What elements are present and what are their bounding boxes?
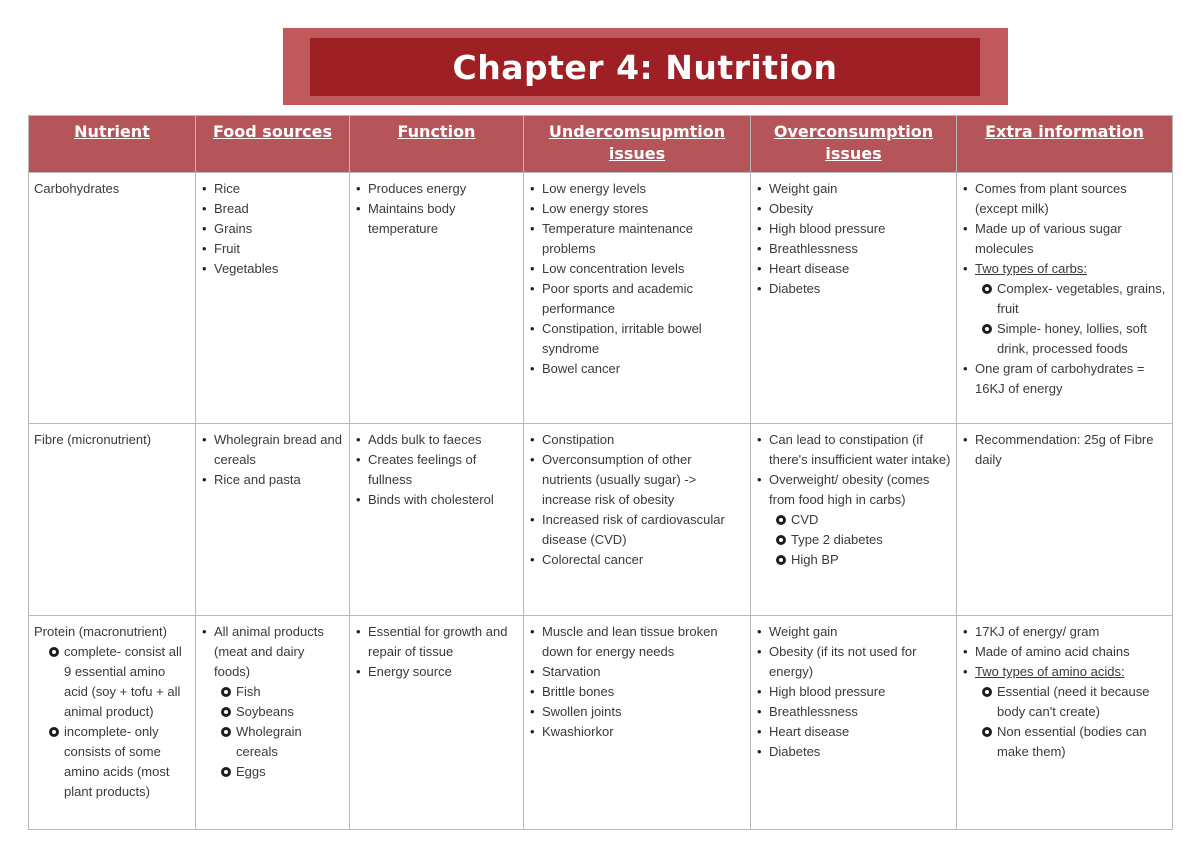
list-item: • Weight gain [756,179,951,199]
list-item: • Kwashiorkor [529,722,745,742]
nutrient-name: Fibre (micronutrient) [34,432,152,447]
list-item: • Vegetables [201,259,344,279]
list-item: • Overconsumption of other nutrients (usually sugar) -> increase risk of obesity [529,450,745,510]
list-item [962,259,1167,359]
cell-overconsumption [751,616,957,830]
list-item: • Binds with cholesterol [355,490,518,510]
cell-food-sources [196,173,350,424]
sub-list-item: CVD [775,510,951,530]
list-item: • Brittle bones [529,682,745,702]
nutrient-name: Protein (macronutrient) [34,624,167,639]
list-item: • Obesity (if its not used for energy) [756,642,951,682]
list-item: • Rice [201,179,344,199]
header-food-sources: Food sources [196,116,350,173]
sub-list-item: Soybeans [220,702,344,722]
list-item: • Constipation, irritable bowel syndrome [529,319,745,359]
list-item-text: Overweight/ obesity (comes from food high in carbs) [769,472,930,507]
list-item: • Breathlessness [756,702,951,722]
list-item: • Diabetes [756,742,951,762]
list-item: • Maintains body temperature [355,199,518,239]
sub-list-item: Essential (need it because body can't create) [981,682,1167,722]
cell-nutrient [29,616,196,830]
list-item: • Breathlessness [756,239,951,259]
cell-overconsumption [751,424,957,616]
list-item: • Low energy levels [529,179,745,199]
sub-list-item: complete- consist all 9 essential amino acid (soy + tofu + all animal product) [48,642,190,722]
cell-nutrient [29,173,196,424]
list-item: • Comes from plant sources (except milk) [962,179,1167,219]
list-item: • One gram of carbohydrates = 16KJ of energy [962,359,1167,399]
subheading: Two types of carbs: [975,261,1087,276]
sub-list-item: incomplete- only consists of some amino acids (most plant products) [48,722,190,802]
list-item: • High blood pressure [756,682,951,702]
list-item: • Heart disease [756,259,951,279]
table-row-carbohydrates [29,173,1173,424]
list-item: • Increased risk of cardiovascular disease (CVD) [529,510,745,550]
list-item: • 17KJ of energy/ gram [962,622,1167,642]
list-item: • Swollen joints [529,702,745,722]
title-banner [310,38,980,96]
cell-underconsumption [524,616,751,830]
list-item: • Poor sports and academic performance [529,279,745,319]
cell-function [350,616,524,830]
page-title: Chapter 4: Nutrition [452,47,838,87]
list-item: • Grains [201,219,344,239]
list-item: • Heart disease [756,722,951,742]
sub-list-item: Eggs [220,762,344,782]
list-item: • Made of amino acid chains [962,642,1167,662]
list-item: • Constipation [529,430,745,450]
list-item: • Can lead to constipation (if there's insufficient water intake) [756,430,951,470]
cell-extra-information [957,616,1173,830]
list-item: • Starvation [529,662,745,682]
header-row [29,116,1173,173]
sub-list-item: Simple- honey, lollies, soft drink, processed foods [981,319,1167,359]
list-item: • High blood pressure [756,219,951,239]
list-item: • Recommendation: 25g of Fibre daily [962,430,1167,470]
nutrient-name: Carbohydrates [34,181,120,196]
cell-food-sources [196,616,350,830]
list-item: • Adds bulk to faeces [355,430,518,450]
list-item [962,662,1167,762]
cell-function [350,424,524,616]
sub-list-item: Type 2 diabetes [775,530,951,550]
header-nutrient: Nutrient [29,116,196,173]
sub-list-item: High BP [775,550,951,570]
list-item [201,622,344,782]
list-item: • Low concentration levels [529,259,745,279]
list-item: • Essential for growth and repair of tissue [355,622,518,662]
cell-extra-information [957,424,1173,616]
list-item: • Bowel cancer [529,359,745,379]
table-row-protein [29,616,1173,830]
header-function: Function [350,116,524,173]
list-item: • Fruit [201,239,344,259]
cell-underconsumption [524,424,751,616]
cell-food-sources [196,424,350,616]
list-item: • Rice and pasta [201,470,344,490]
header-underconsumption: Undercomsupmtion issues [524,116,751,173]
sub-list-item: Non essential (bodies can make them) [981,722,1167,762]
list-item: • Creates feelings of fullness [355,450,518,490]
list-item: • Low energy stores [529,199,745,219]
cell-nutrient [29,424,196,616]
list-item: • Diabetes [756,279,951,299]
list-item-text: All animal products (meat and dairy foods) [214,624,324,679]
sub-list-item: Wholegrain cereals [220,722,344,762]
subheading: Two types of amino acids: [975,664,1125,679]
list-item: • Obesity [756,199,951,219]
list-item: • Colorectal cancer [529,550,745,570]
list-item: • Produces energy [355,179,518,199]
cell-overconsumption [751,173,957,424]
list-item [756,470,951,570]
cell-extra-information [957,173,1173,424]
nutrition-table [28,115,1173,830]
sub-list-item: Fish [220,682,344,702]
table-row-fibre [29,424,1173,616]
list-item: • Energy source [355,662,518,682]
header-extra-information: Extra information [957,116,1173,173]
list-item: • Weight gain [756,622,951,642]
header-overconsumption: Overconsumption issues [751,116,957,173]
list-item: • Temperature maintenance problems [529,219,745,259]
list-item: • Muscle and lean tissue broken down for energy needs [529,622,745,662]
sub-list-item: Complex- vegetables, grains, fruit [981,279,1167,319]
cell-function [350,173,524,424]
cell-underconsumption [524,173,751,424]
list-item: • Bread [201,199,344,219]
list-item: • Wholegrain bread and cereals [201,430,344,470]
list-item: • Made up of various sugar molecules [962,219,1167,259]
